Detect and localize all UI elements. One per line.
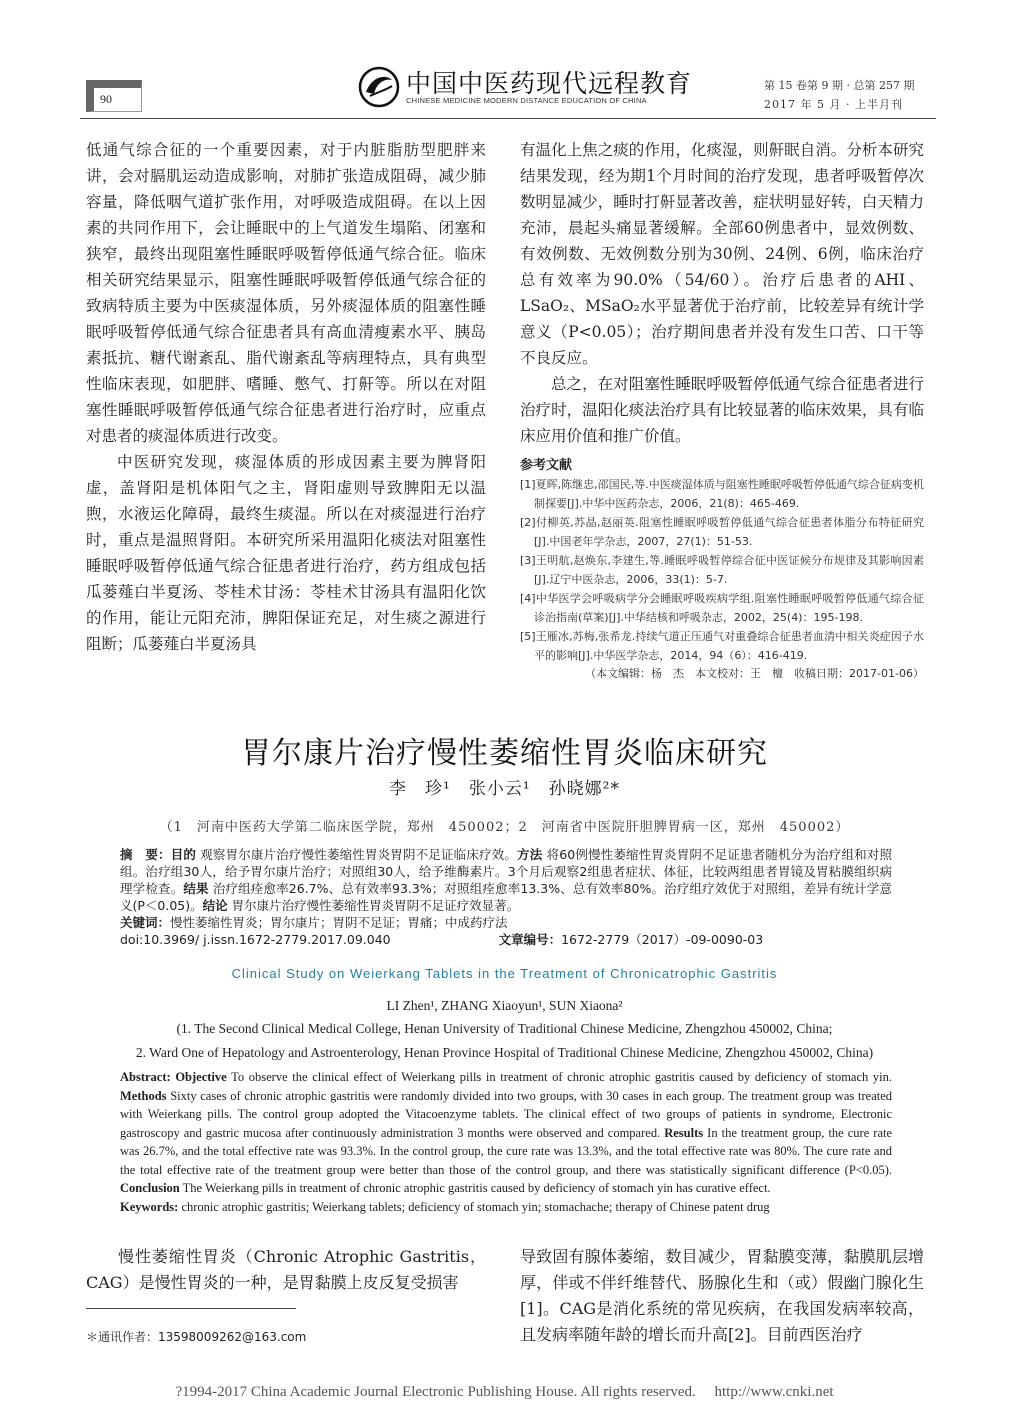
objective-en-text: To observe the clinical effect of Weierkang pills in treatment of chronic atrophic gastritis caused by deficiency of stomach yin. [231, 1070, 892, 1084]
prev-paragraph: 低通气综合征的一个重要因素，对于内脏脂肪型肥胖来讲，会对膈肌运动造成影响，对肺扩张造成阻碍，减少肺容量，降低咽气道扩张作用，对呼吸造成阻碍。在以上因素的共同作用下，会让睡眠中的上气道发生塌陷、闭塞和狭窄，最终出现阻塞性睡眠呼吸暂停低通气综合征。临床相关研究结果显示，阻塞性睡眠呼吸暂停低通气综合征的致病特质主要为中医痰湿体质，另外痰湿体质的阻塞性睡眠呼吸暂停低通气综合征患者具有高血清瘦素水平、胰岛素抵抗、糖代谢紊乱、脂代谢紊乱等病理特点，具有典型性临床表现，如肥胖、嗜睡、憋气、打鼾等。所以在对阻塞性睡眠呼吸暂停低通气综合征患者进行治疗时，应重点对患者的痰湿体质进行改变。 [86, 141, 486, 445]
prev-paragraph: 有温化上焦之痰的作用，化痰湿，则鼾眠自消。分析本研究结果发现，经为期1个月时间的治疗发现，患者呼吸暂停次数明显减少，睡时打鼾显著改善，症状明显好转，白天精力充沛，晨起头痛显著缓解。全部60例患者中，显效例数、有效例数、无效例数分别为30例、24例、6例，临床治疗总有效率为90.0%（54/60）。治疗后患者的AHI、LSaO₂、MSaO₂水平显著优于治疗前，比较差异有统计学意义（P<0.05）；治疗期间患者并没有发生口苦、口干等不良反应。 [520, 141, 924, 367]
methods-en-label: Methods [120, 1088, 167, 1103]
issue-info-line1: 第 15 卷第 9 期 · 总第 257 期 [764, 79, 915, 92]
abstract-en-label: Abstract: [120, 1070, 171, 1084]
corresponding-author-footnote: ＊通讯作者：13598009262@163.com [86, 1330, 307, 1344]
prev-article-right-column [520, 137, 924, 683]
keywords-label: 关键词： [120, 915, 171, 930]
objective-en-label: Objective [175, 1070, 227, 1084]
editor-line: （本文编辑：杨 杰 本文校对：王 檀 收稿日期：2017-01-06） [585, 667, 924, 680]
keywords-en-label: Keywords: [120, 1199, 179, 1214]
reference-item: [3]王明航,赵焕东,李建生,等.睡眠呼吸暂停综合征中医证候分布规律及其影响因素[J].辽宁中医杂志，2006，33(1)：5-7. [520, 554, 924, 586]
english-affiliation-2: 2. Ward One of Hepatology and Astroenterology, Henan Province Hospital of Traditional Chinese Medicine, Zhengzhou 450002, China) [135, 1045, 874, 1060]
article-authors: 李 珍¹ 张小云¹ 孙晓娜²* [389, 779, 620, 799]
intro-right-column [520, 1244, 924, 1348]
intro-left-column [86, 1244, 486, 1296]
abstract-en [120, 1068, 892, 1216]
methods-label: 方法 [517, 847, 543, 862]
objective-text: 观察胃尔康片治疗慢性萎缩性胃炎胃阴不足证临床疗效。 [200, 847, 518, 862]
english-title: Clinical Study on Weierkang Tablets in the Treatment of Chronicatrophic Gastritis [231, 966, 778, 981]
journal-logo-icon [358, 66, 400, 108]
article-number: 1672-2779（2017）-09-0090-03 [561, 932, 764, 947]
abstract-cn [120, 846, 892, 948]
issue-info-line2: 2017 年 5 月 · 上半月刊 [764, 98, 903, 111]
conclusion-text: 胃尔康片治疗慢性萎缩性胃炎胃阴不足证疗效显著。 [231, 898, 520, 913]
journal-title-en: CHINESE MEDICINE MODERN DISTANCE EDUCATION OF CHINA [406, 96, 647, 105]
prev-paragraph: 中医研究发现，痰湿体质的形成因素主要为脾肾阳虚，盖肾阳是机体阳气之主，肾阳虚则导致脾阳无以温煦，水液运化障碍，最终生痰湿。所以在对痰湿进行治疗时，重点是温照肾阳。本研究所采用温阳化痰法对阻塞性睡眠呼吸暂停低通气综合征患者进行治疗，药方组成包括瓜蒌薤白半夏汤、苓桂术甘汤：苓桂术甘汤具有温阳化饮的作用，能让元阳充沛，脾阳保证充足，对生痰之源进行阻断；瓜蒌薤白半夏汤具 [86, 453, 486, 653]
page-number: 90 [100, 92, 112, 106]
conclusion-en-text: The Weierkang pills in treatment of chronic atrophic gastritis caused by deficiency of stomach yin has curative effect. [182, 1181, 771, 1195]
english-affiliation-1: (1. The Second Clinical Medical College, Henan University of Traditional Chinese Medicine, Zhengzhou 450002, China; [176, 1021, 833, 1036]
keywords-en-text: chronic atrophic gastritis; Weierkang tablets; deficiency of stomach yin; stomachache; therapy of Chinese patent drug [181, 1199, 770, 1214]
intro-paragraph: 导致固有腺体萎缩，数目减少，胃黏膜变薄，黏膜肌层增厚，伴或不伴纤维替代、肠腺化生和（或）假幽门腺化生[1]。CAG是消化系统的常见疾病，在我国发病率较高，且发病率随年龄的增长而升高[2]。目前西医治疗 [520, 1247, 924, 1344]
results-label: 结果 [183, 881, 209, 896]
results-en-text: In the treatment group, the cure rate was 26.7%, and the total effective rate was 93.3%. In the control group, the cure rate was 13.3%, and the total effective rate was 80%. The cure rate and the total effective rate of the treatment group were better than those of the control group, and there was statistically significant difference (P<0.05). [120, 1125, 893, 1177]
header-divider [80, 118, 936, 119]
methods-text: 将60例慢性萎缩性胃炎胃阴不足证患者随机分为治疗组和对照组。治疗组30人，给予胃尔康片治疗；对照组30人，给予维酶素片。3个月后观察2组患者症状、体征，比较两组患者胃镜及胃粘膜组织病理学检查。 [120, 847, 892, 896]
objective-label: 目的 [170, 847, 197, 862]
prev-paragraph: 总之，在对阻塞性睡眠呼吸暂停低通气综合征患者进行治疗时，温阳化痰法治疗具有比较显著的临床效果，具有临床应用价值和推广价值。 [520, 375, 924, 445]
references-title: 参考文献 [520, 458, 573, 473]
article-affiliation: （1 河南中医药大学第二临床医学院，郑州 450002；2 河南省中医院肝胆脾胃病一区，郑州 450002） [159, 820, 850, 835]
results-en-label: Results [664, 1125, 704, 1140]
page-number-box [86, 80, 142, 112]
prev-article-left-column [86, 137, 486, 657]
conclusion-label: 结论 [202, 898, 228, 913]
reference-item: [2]付柳英,苏晶,赵丽英.阻塞性睡眠呼吸暂停低通气综合征患者体脂分布特征研究[J].中国老年学杂志，2007，27(1)：51-53. [520, 516, 924, 548]
footnote-divider [86, 1308, 296, 1309]
intro-paragraph: 慢性萎缩性胃炎（Chronic Atrophic Gastritis，CAG）是慢性胃炎的一种，是胃黏膜上皮反复受损害 [86, 1247, 486, 1292]
reference-item: [1]夏晖,陈继忠,邵国民,等.中医痰湿体质与阻塞性睡眠呼吸暂停低通气综合征病变机制探要[J].中华中医药杂志，2006，21(8)：465-469. [520, 478, 924, 510]
conclusion-en-label: Conclusion [120, 1181, 180, 1195]
article-number-label: 文章编号： [498, 932, 562, 947]
english-authors: LI Zhen¹, ZHANG Xiaoyun¹, SUN Xiaona² [386, 998, 623, 1013]
methods-en-text: Sixty cases of chronic atrophic gastritis were randomly divided into two groups, with 30 cases in each group. The treatment group was treated with Weierkang pills. The control group adopted the Vitacoenzyme tablets. The clinical effect of two groups of patients in syndrome, Electronic gastroscopy and gastric mucosa after continuously administration 3 months were observed and compared. [120, 1088, 893, 1140]
reference-item: [4]中华医学会呼吸病学分会睡眠呼吸疾病学组.阻塞性睡眠呼吸暂停低通气综合征诊治指南(草案)[J].中华结核和呼吸杂志，2002，25(4)：195-198. [520, 592, 924, 624]
abstract-label: 摘 要： [120, 847, 171, 862]
results-text: 治疗组痊愈率26.7%、总有效率93.3%；对照组痊愈率13.3%、总有效率80%。治疗组疗效优于对照组，差异有统计学意义(P＜0.05)。 [120, 881, 892, 913]
journal-title-cn: 中国中医药现代远程教育 [406, 69, 693, 98]
doi: doi:10.3969/ j.issn.1672-2779.2017.09.040 [120, 932, 391, 947]
reference-item: [5]王雁冰,苏梅,张希龙.持续气道正压通气对重叠综合征患者血清中相关炎症因子水平的影响[J].中华医学杂志，2014，94（6）：416-419. [520, 630, 924, 662]
copyright-notice: ?1994-2017 China Academic Journal Electronic Publishing House. All rights reserved. http://www.cnki.net [175, 1384, 834, 1400]
keywords-text: 慢性萎缩性胃炎；胃尔康片；胃阴不足证；胃痛；中成药疗法 [170, 915, 508, 930]
article-title: 胃尔康片治疗慢性萎缩性胃炎临床研究 [241, 736, 768, 771]
